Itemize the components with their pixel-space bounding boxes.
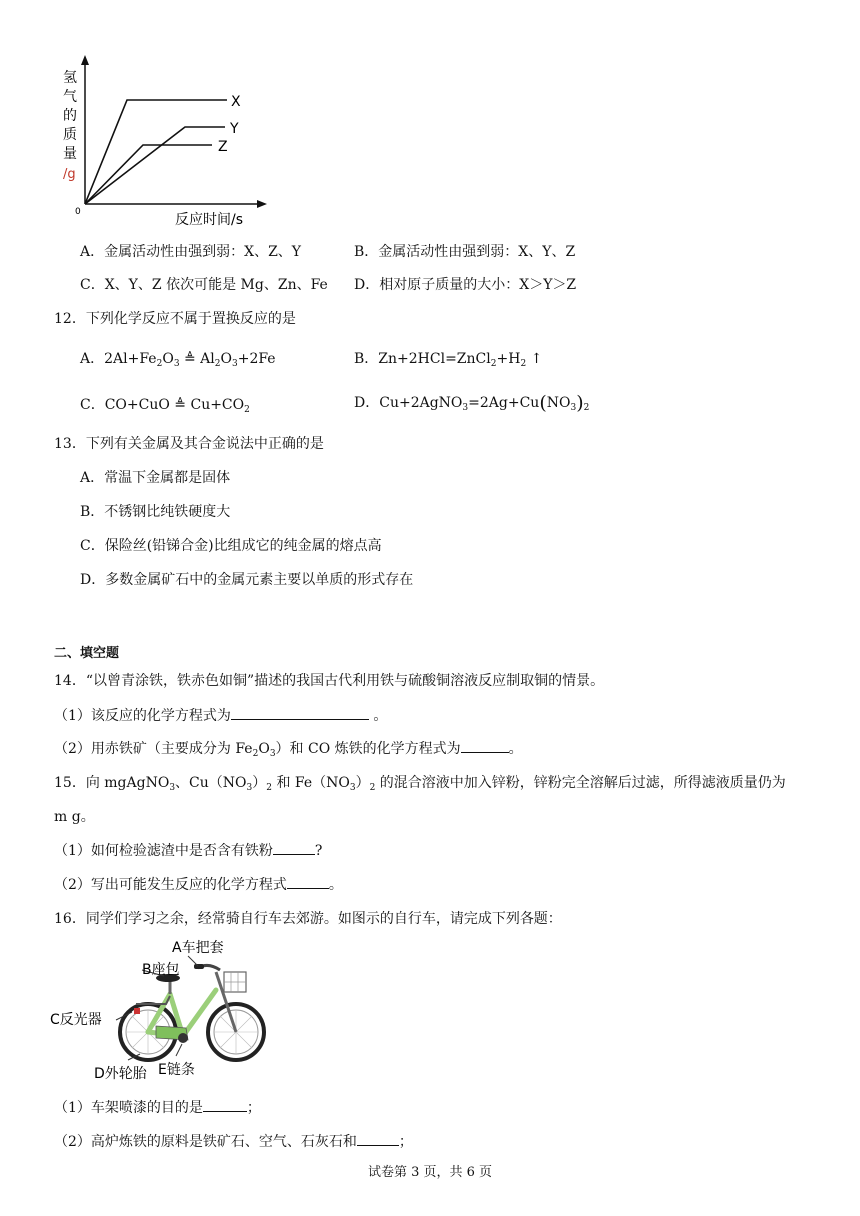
q16-part1-end: ； (246, 1100, 261, 1116)
hydrogen-mass-graph (55, 52, 270, 232)
q14-part1-text: （1）该反应的化学方程式为 (54, 708, 231, 724)
x-axis-label: 反应时间/s (175, 212, 244, 228)
leader-e (176, 1044, 182, 1056)
q15-part2-end: 。 (328, 877, 343, 893)
front-fork (216, 972, 236, 1032)
q15-part1-text: （1）如何检验滤渣中是否含有铁粉 (54, 843, 273, 859)
q11-option-a: A．金属活动性由强到弱：X、Z、Y (80, 244, 302, 260)
q12-option-b: B．$Zn+2HCl=ZnCl_2+H_2$ ↑ (354, 351, 543, 369)
page-footer: 试卷第 3 页，共 6 页 (367, 1165, 493, 1180)
q15-stem-text: 和 Fe（NO (276, 775, 350, 791)
label-a: A车把套 (172, 940, 224, 956)
q15-part2 (54, 874, 343, 894)
line-z-label: Z (218, 139, 228, 155)
y-unit: /g (63, 167, 76, 182)
q14-part2: （2）用赤铁矿（主要成分为 $Fe_2O_3$）和 CO 炼铁的化学方程式为 。 (54, 738, 523, 759)
y-label-char: 氢 (63, 70, 77, 86)
q16-stem: 16．同学们学习之余，经常骑自行车去郊游。如图示的自行车，请完成下列各题： (54, 911, 562, 927)
q11-option-b: B．金属活动性由强到弱：X、Y、Z (354, 244, 576, 260)
answer-blank[interactable] (203, 1097, 247, 1112)
option-letter: D． (354, 395, 380, 411)
chain-ring (178, 1033, 188, 1043)
q12-option-c: C．CO+CuO ≜ $Cu+CO_2$ (80, 397, 250, 415)
q13-option-c: C．保险丝(铅锑合金)比组成它的纯金属的熔点高 (80, 538, 382, 554)
y-label-char: 气 (63, 89, 77, 105)
line-x-label: X (231, 94, 241, 110)
label-c: C反光器 (50, 1012, 102, 1028)
q15-stem-text: 、Cu（NO (175, 775, 247, 791)
y-label-char: 质 (63, 127, 77, 143)
q15-stem-line2: m g。 (54, 809, 95, 825)
q15-part1-end: ? (314, 843, 323, 859)
handle-grip (194, 964, 204, 969)
q14-part1 (54, 705, 387, 725)
q14-part2-text: （2）用赤铁矿（主要成分为 Fe (54, 741, 253, 757)
y-label-char: 量 (63, 146, 77, 162)
q13-stem: 13．下列有关金属及其合金说法中正确的是 (54, 436, 324, 452)
answer-blank[interactable] (273, 840, 315, 855)
answer-blank[interactable] (287, 874, 329, 889)
label-d: D外轮胎 (94, 1066, 147, 1082)
q16-part1-text: （1）车架喷漆的目的是 (54, 1100, 203, 1116)
bicycle-diagram (48, 932, 278, 1084)
q15-stem-text: 的混合溶液中加入锌粉，锌粉完全溶解后过滤，所得滤液质量仍为 (379, 775, 786, 791)
q14-part2-text: ）和 CO 炼铁的化学方程式为 (275, 741, 461, 757)
line-y (85, 127, 225, 204)
line-y-label: Y (230, 121, 239, 137)
q15-part2-text: （2）写出可能发生反应的化学方程式 (54, 877, 287, 893)
x-axis-arrow (257, 200, 267, 208)
y-axis-arrow (81, 55, 89, 65)
q13-option-b: B．不锈钢比纯铁硬度大 (80, 504, 231, 520)
origin-label: 0 (75, 207, 81, 217)
answer-blank[interactable] (461, 738, 509, 753)
q13-option-d: D．多数金属矿石中的金属元素主要以单质的形式存在 (80, 572, 414, 588)
q12-option-a: A．$2Al+Fe_2O_3$ ≜ $Al_2O_3+2Fe$ (80, 351, 276, 369)
q12-stem: 12．下列化学反应不属于置换反应的是 (54, 311, 296, 327)
q16-part2-text: （2）高炉炼铁的原料是铁矿石、空气、石灰石和 (54, 1134, 357, 1150)
q16-part2-end: ； (398, 1134, 413, 1150)
q12-option-d: D．$Cu+2AgNO_3=2Ag+Cu(NO_3)_2$ (354, 392, 590, 414)
q14-stem: 14．“以曾青涂铁，铁赤色如铜”描述的我国古代利用铁与硫酸铜溶液反应制取铜的情景。 (54, 673, 605, 689)
option-letter: C． (80, 397, 105, 413)
basket-mesh (224, 972, 246, 992)
q15-part1 (54, 840, 322, 860)
q16-part2 (54, 1131, 413, 1151)
q11-option-d: D．相对原子质量的大小：X＞Y＞Z (354, 277, 577, 293)
q14-part1-end: 。 (368, 708, 388, 724)
label-b: B座包 (142, 962, 180, 978)
line-z (85, 145, 212, 204)
q16-part1 (54, 1097, 261, 1117)
answer-blank[interactable] (231, 705, 369, 720)
q15-stem: 15．向 mgAgNO$_3$、$Cu(NO_3)_2$ 和 $Fe(NO_3)_2$ 的混合溶液中加入锌粉，锌粉完全溶解后过滤，所得滤液质量仍为 (54, 775, 786, 793)
reflector (134, 1008, 140, 1014)
option-letter: A． (80, 351, 105, 367)
leader-a (188, 956, 198, 966)
q15-stem-text: ） (252, 775, 267, 791)
q11-option-c: C．X、Y、Z 依次可能是 Mg、Zn、Fe (80, 277, 328, 293)
q14-part2-end: 。 (508, 741, 523, 757)
label-e: E链条 (158, 1062, 195, 1078)
section-title: 二、填空题 (54, 646, 120, 661)
answer-blank[interactable] (357, 1131, 399, 1146)
q13-option-a: A．常温下金属都是固体 (80, 470, 231, 486)
q15-stem-text: 15．向 mgAgNO (54, 775, 170, 791)
option-letter: B． (354, 351, 379, 367)
y-label-char: 的 (63, 108, 77, 124)
